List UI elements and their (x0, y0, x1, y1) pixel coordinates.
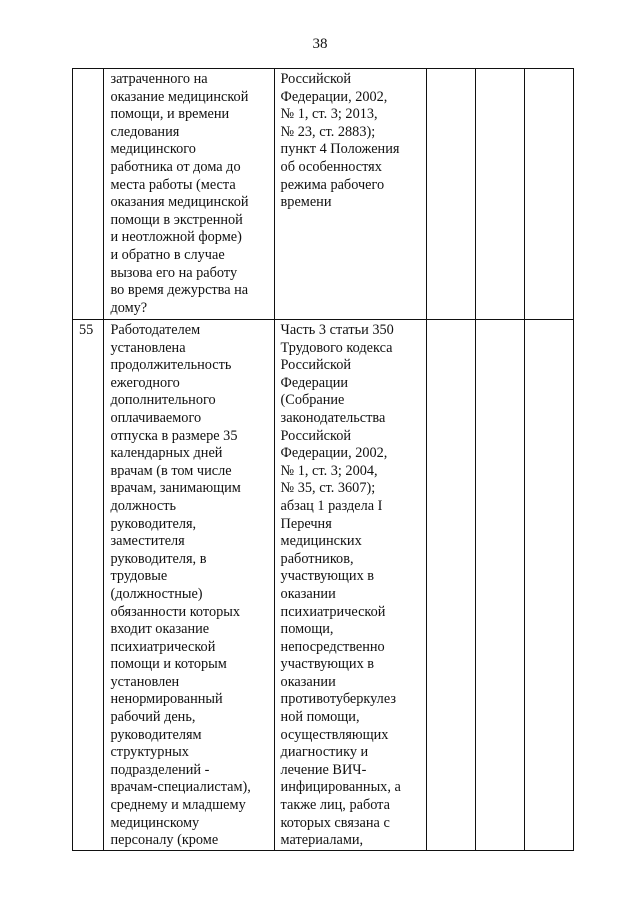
table-row (73, 69, 574, 320)
question-line: психиатрической (110, 638, 216, 655)
question-line: установлена (110, 339, 186, 356)
reference-line: непосредственно (280, 638, 385, 655)
reference-line: медицинских (280, 533, 362, 550)
question-line: ненормированный (110, 691, 223, 708)
question-line: дому? (110, 299, 148, 316)
reference-line: № 23, ст. 2883); (280, 123, 376, 140)
question-line: места работы (места (110, 176, 236, 193)
question-line: оказание медицинской (110, 88, 249, 105)
question-line: оплачиваемого (110, 409, 202, 426)
reference-line: оказании (280, 673, 336, 690)
answer-yes-cell[interactable] (427, 320, 476, 851)
reference-line: законодательства (280, 409, 386, 426)
checklist-table (72, 68, 574, 851)
reference-line: № 1, ст. 3; 2004, (280, 462, 378, 479)
reference-cell (274, 69, 427, 320)
reference-line: оказании (280, 585, 336, 602)
question-line: дополнительного (110, 392, 216, 409)
answer-no-cell[interactable] (476, 320, 525, 851)
reference-line: психиатрической (280, 603, 386, 620)
answer-na-cell[interactable] (525, 69, 574, 320)
question-line: оказания медицинской (110, 194, 249, 211)
reference-line: пункт 4 Положения (280, 141, 400, 158)
question-cell (104, 320, 274, 851)
question-cell (104, 69, 274, 320)
reference-line: Трудового кодекса (280, 339, 393, 356)
reference-line: помощи, (280, 621, 334, 638)
question-line: установлен (110, 673, 180, 690)
question-line: продолжительность (110, 357, 232, 374)
question-line: Работодателем (110, 322, 201, 338)
reference-line: режима рабочего (280, 176, 385, 193)
question-line: врачам (в том числе (110, 462, 232, 479)
question-line: (должностные) (110, 585, 203, 602)
question-line: помощи и которым (110, 656, 227, 673)
question-line: отпуска в размере 35 (110, 427, 238, 444)
reference-line: диагностику и (280, 744, 369, 761)
question-line: ежегодного (110, 374, 180, 391)
question-line: заместителя (110, 533, 185, 550)
reference-line: Федерации, 2002, (280, 88, 388, 105)
page-number: 38 (312, 36, 328, 52)
reference-line: времени (280, 194, 332, 211)
reference-line: Федерации (280, 374, 349, 391)
table-row (73, 320, 574, 851)
reference-line: лечение ВИЧ- (280, 761, 367, 778)
answer-no-cell[interactable] (476, 69, 525, 320)
reference-line: абзац 1 раздела I (280, 497, 383, 514)
question-line: врачам, занимающим (110, 480, 241, 497)
reference-line: осуществляющих (280, 726, 389, 743)
question-line: и неотложной форме) (110, 229, 242, 246)
question-line: и обратно в случае (110, 246, 225, 263)
question-line: рабочий день, (110, 709, 196, 726)
reference-line: материалами, (280, 832, 364, 849)
question-line: обязанности которых (110, 603, 241, 620)
reference-line: участвующих в (280, 568, 375, 585)
question-line: во время дежурства на (110, 282, 249, 299)
row-number-cell (73, 69, 104, 320)
reference-line: работников, (280, 550, 354, 567)
reference-line: Российской (280, 357, 352, 374)
reference-line: Часть 3 статьи 350 (280, 322, 394, 338)
question-line: руководителя, (110, 515, 197, 532)
question-line: трудовые (110, 568, 168, 585)
question-line: помощи в экстренной (110, 211, 243, 228)
reference-line: также лиц, работа (280, 797, 390, 814)
reference-cell (274, 320, 427, 851)
question-line: медицинскому (110, 814, 200, 831)
question-line: персоналу (кроме (110, 832, 219, 849)
question-line: врачам-специалистам), (110, 779, 251, 796)
question-line: руководителя, в (110, 550, 207, 567)
reference-line: № 35, ст. 3607); (280, 480, 376, 497)
question-line: следования (110, 123, 180, 140)
question-line: подразделений - (110, 761, 210, 778)
question-line: среднему и младшему (110, 797, 246, 814)
row-number-cell: 55 (73, 320, 104, 851)
question-line: вызова его на работу (110, 264, 238, 281)
reference-line: (Собрание (280, 392, 345, 409)
question-line: входит оказание (110, 621, 210, 638)
reference-line: инфицированных, а (280, 779, 401, 796)
reference-line: участвующих в (280, 656, 375, 673)
answer-yes-cell[interactable] (427, 69, 476, 320)
reference-line: ной помощи, (280, 709, 360, 726)
reference-line: Российской (280, 71, 352, 87)
question-line: календарных дней (110, 445, 223, 462)
reference-line: которых связана с (280, 814, 390, 831)
question-line: руководителям (110, 726, 202, 743)
question-line: должность (110, 497, 176, 514)
reference-line: № 1, ст. 3; 2013, (280, 106, 378, 123)
reference-line: Федерации, 2002, (280, 445, 388, 462)
reference-line: об особенностях (280, 158, 382, 175)
question-line: затраченного на (110, 71, 208, 87)
reference-line: Российской (280, 427, 352, 444)
question-line: помощи, и времени (110, 106, 230, 123)
question-line: работника от дома до (110, 158, 241, 175)
reference-line: Перечня (280, 515, 332, 532)
question-line: структурных (110, 744, 189, 761)
reference-line: противотуберкулез (280, 691, 396, 708)
question-line: медицинского (110, 141, 196, 158)
answer-na-cell[interactable] (525, 320, 574, 851)
